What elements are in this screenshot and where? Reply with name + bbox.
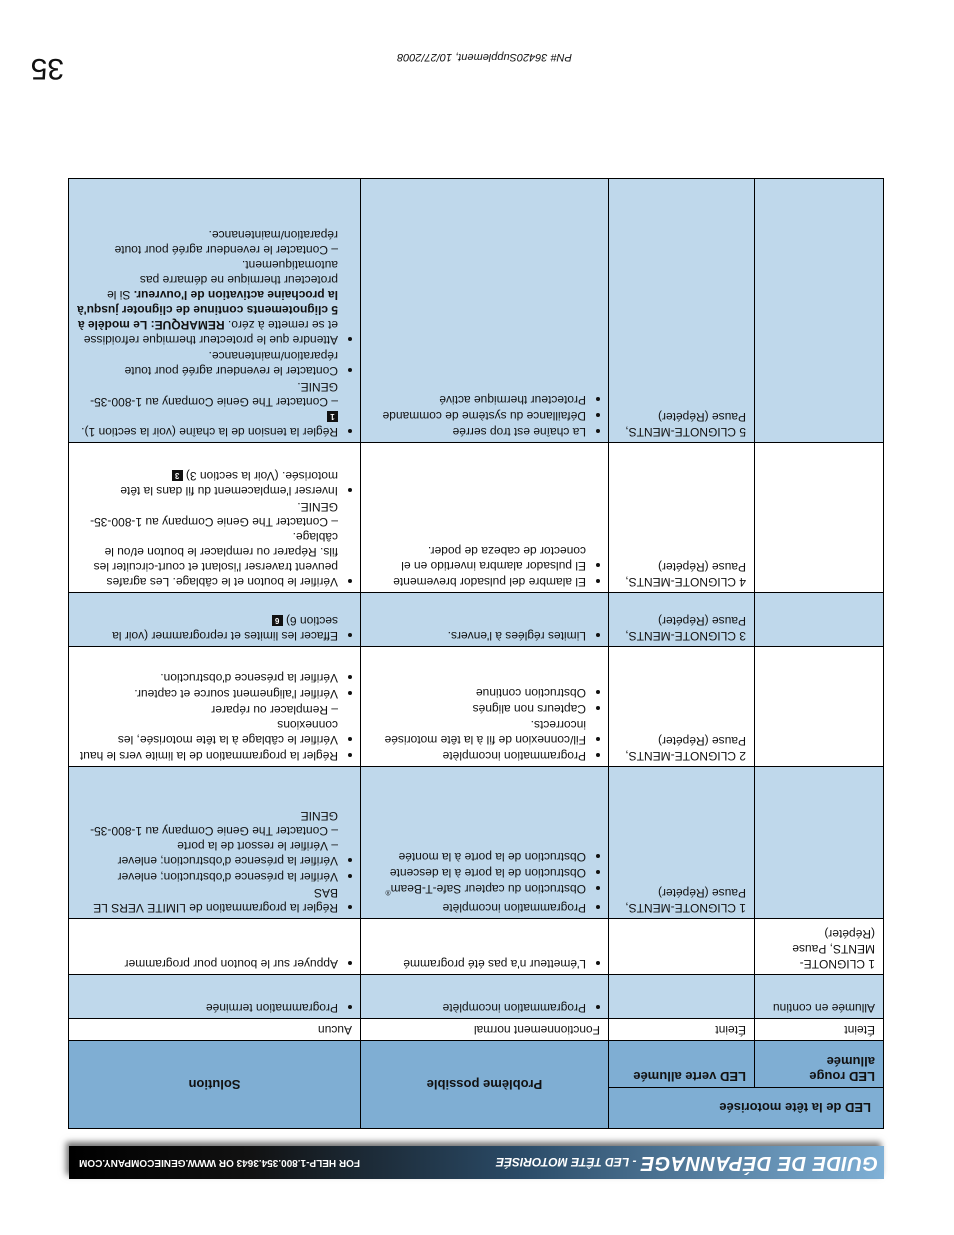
solution-cell [69, 443, 361, 593]
section-number-icon: 6 [272, 615, 283, 626]
solution-text: Vérifier la présence d'obstruction; enlever [117, 854, 338, 868]
solution-item: • Vérifier la présence d'obstruction. [77, 670, 338, 685]
problem-item: • Défaillance du système de commande [369, 408, 586, 423]
solution-item: • Régler la programmation de LIMITE VERS LE BAS [77, 885, 338, 915]
solution-item [77, 227, 338, 347]
green-led-cell: 2 CLIGNOTE-MENTS, Pause (Répéter) [609, 647, 755, 767]
solution-text: Attendre que le protecteur thermique refroidisse et se remette à zéro. [83, 318, 338, 347]
table-row [69, 975, 884, 1019]
title-banner [69, 1146, 884, 1179]
solution-cell [69, 767, 361, 919]
green-led-header: LED verte allumée [609, 1041, 755, 1088]
solution-cell [69, 647, 361, 767]
solution-text: Vérifier le bouton et le câblage. Les agrafes peuvent traverser l'isolant et court-circuiter les fils. Réparer ou remplacer le bouton et/ou le câblage. [93, 530, 338, 589]
solution-item [77, 808, 338, 868]
problem-item [369, 881, 586, 899]
solution-item [77, 702, 338, 747]
solution-text: – Contacter The Genie Company au 1-800-35-GENIE. [90, 380, 338, 409]
problem-item: • Protecteur thermique activé [369, 392, 586, 407]
solution-item: • Régler la programmation de la limite vers le haut [77, 748, 338, 763]
page-number: 35 [30, 52, 64, 85]
solution-text: – Contacter The Genie Company au 1-800-35-GENIE. [90, 500, 338, 529]
table-row [69, 593, 884, 647]
solution-cell [69, 975, 361, 1019]
registered-mark: ® [385, 888, 391, 895]
red-led-cell: Éteint [755, 1019, 884, 1041]
problem-cell [361, 647, 609, 767]
table-row [69, 919, 884, 975]
remark-bold: REMARQUE: Le modèle à 5 clignotements continue de clignoter jusqu'à la prochaine activation de l'ouvreur. [77, 288, 338, 332]
problem-header: Problème possible [361, 1041, 609, 1129]
solution-item: • Appuyer sur le bouton pour programmer [77, 956, 338, 971]
green-led-cell: 3 CLIGNOTE-MENTS, Pause (Répéter) [609, 593, 755, 647]
red-led-cell [755, 767, 884, 919]
problem-cell [361, 443, 609, 593]
solution-item: • Contacter le revendeur agréé pour toute réparation/maintenance. [77, 348, 338, 378]
remark-last: – Contacter le revendeur agréé pour toute réparation/maintenance. [114, 228, 338, 257]
troubleshooting-table [68, 178, 884, 1129]
problem-item: • Programmation incomplète [369, 1000, 586, 1015]
solution-text: Inverser l'emplacement du fil dans la tête motorisée. (Voir la section 3) [120, 469, 338, 498]
solution-item [77, 613, 338, 643]
green-led-cell [609, 919, 755, 975]
red-led-cell [755, 179, 884, 443]
problem-item: • Programmation incomplète [369, 900, 586, 915]
table-row [69, 1019, 884, 1041]
section-number-icon: 3 [172, 470, 183, 481]
solution-cell: Aucun [69, 1019, 361, 1041]
solution-cell [69, 593, 361, 647]
green-led-cell: Éteint [609, 1019, 755, 1041]
red-led-cell [755, 647, 884, 767]
solution-text: – Contacter The Genie Company au 1-800-35-GENIE [90, 809, 338, 838]
section-number-icon: 1 [327, 411, 338, 422]
problem-item: • Obstruction de la porte à la montée [369, 849, 586, 864]
problem-cell [361, 919, 609, 975]
banner-subtitle: - LED TÊTE MOTORISÉE [495, 1155, 637, 1170]
problem-cell [361, 767, 609, 919]
problem-item: • L'émetteur n'a pas été programmé [369, 956, 586, 971]
problem-item: • Fil/connexion de fil à la tête motorisée incorrects. [369, 717, 586, 747]
table-row [69, 443, 884, 593]
led-group-header: LED de la tête motorisée [609, 1088, 884, 1129]
solution-item: • Programmation terminée [77, 1000, 338, 1015]
solution-text: – Vérifier le ressort de la porte [177, 839, 338, 853]
solution-text: Régler la tension de la chaîne (voir la section 1). [81, 425, 338, 439]
problem-item: • Programmation incomplète [369, 748, 586, 763]
problem-cell: Fonctionnement normal [361, 1019, 609, 1041]
red-led-cell [755, 443, 884, 593]
solution-header: Solution [69, 1041, 361, 1129]
problem-item: • Limites réglées à l'envers. [369, 628, 586, 643]
solution-item: • Vérifier la présence d'obstruction; enlever [77, 869, 338, 884]
red-led-cell: 1 CLIGNOTE-MENTS, Pause (Répéter) [755, 919, 884, 975]
problem-cell [361, 975, 609, 1019]
solution-item [77, 468, 338, 498]
remark-text: Si le protecteur thermique ne démarre pas automatiquement. [107, 258, 338, 302]
solution-item [77, 379, 338, 439]
solution-text: Effacer les limites et reprogrammer (voir la section 6) [112, 614, 338, 643]
problem-cell [361, 593, 609, 647]
table-row [69, 767, 884, 919]
problem-item: • Capteurs non alignés [369, 701, 586, 716]
problem-cell [361, 179, 609, 443]
problem-item: • Obstruction de la porte à la descente [369, 865, 586, 880]
solution-item: • Vérifier l'alignement source et capteur. [77, 686, 338, 701]
solution-item [77, 499, 338, 589]
problem-item: • La chaîne est trop serrée [369, 424, 586, 439]
solution-text: – Remplacer ou réparer [211, 703, 338, 717]
help-line: FOR HELP-1.800.354.3643 OR WWW.GENIECOMPANY.COM [79, 1157, 360, 1168]
green-led-cell: 1 CLIGNOTE-MENTS, Pause (Répéter) [609, 767, 755, 919]
red-led-cell: Allumée en continu [755, 975, 884, 1019]
part-number: PN# 36420Supplement, 10/27/2008 [397, 51, 572, 63]
solution-cell [69, 919, 361, 975]
table-row [69, 179, 884, 443]
solution-cell [69, 179, 361, 443]
green-led-cell: 4 CLIGNOTE-MENTS, Pause (Répéter) [609, 443, 755, 593]
solution-text: Vérifier le câblage à la tête motorisée, les connexions [117, 718, 338, 747]
problem-text: Obstruction du capteur Safe-T-Beam [390, 882, 586, 896]
problem-item: • El alambre del pulsador brevemente [369, 574, 586, 589]
red-led-cell [755, 593, 884, 647]
green-led-cell: 5 CLIGNOTE-MENTS, Pause (Répéter) [609, 179, 755, 443]
red-led-header: LED rouge allumée [755, 1041, 884, 1088]
green-led-cell [609, 975, 755, 1019]
banner-title: GUIDE DE DÉPANNAGE [640, 1152, 878, 1174]
problem-item: • El pulsador alambra invertido en el conector de cabeza de poder. [369, 543, 586, 573]
problem-item: • Obstruction continue [369, 685, 586, 700]
table-row [69, 647, 884, 767]
